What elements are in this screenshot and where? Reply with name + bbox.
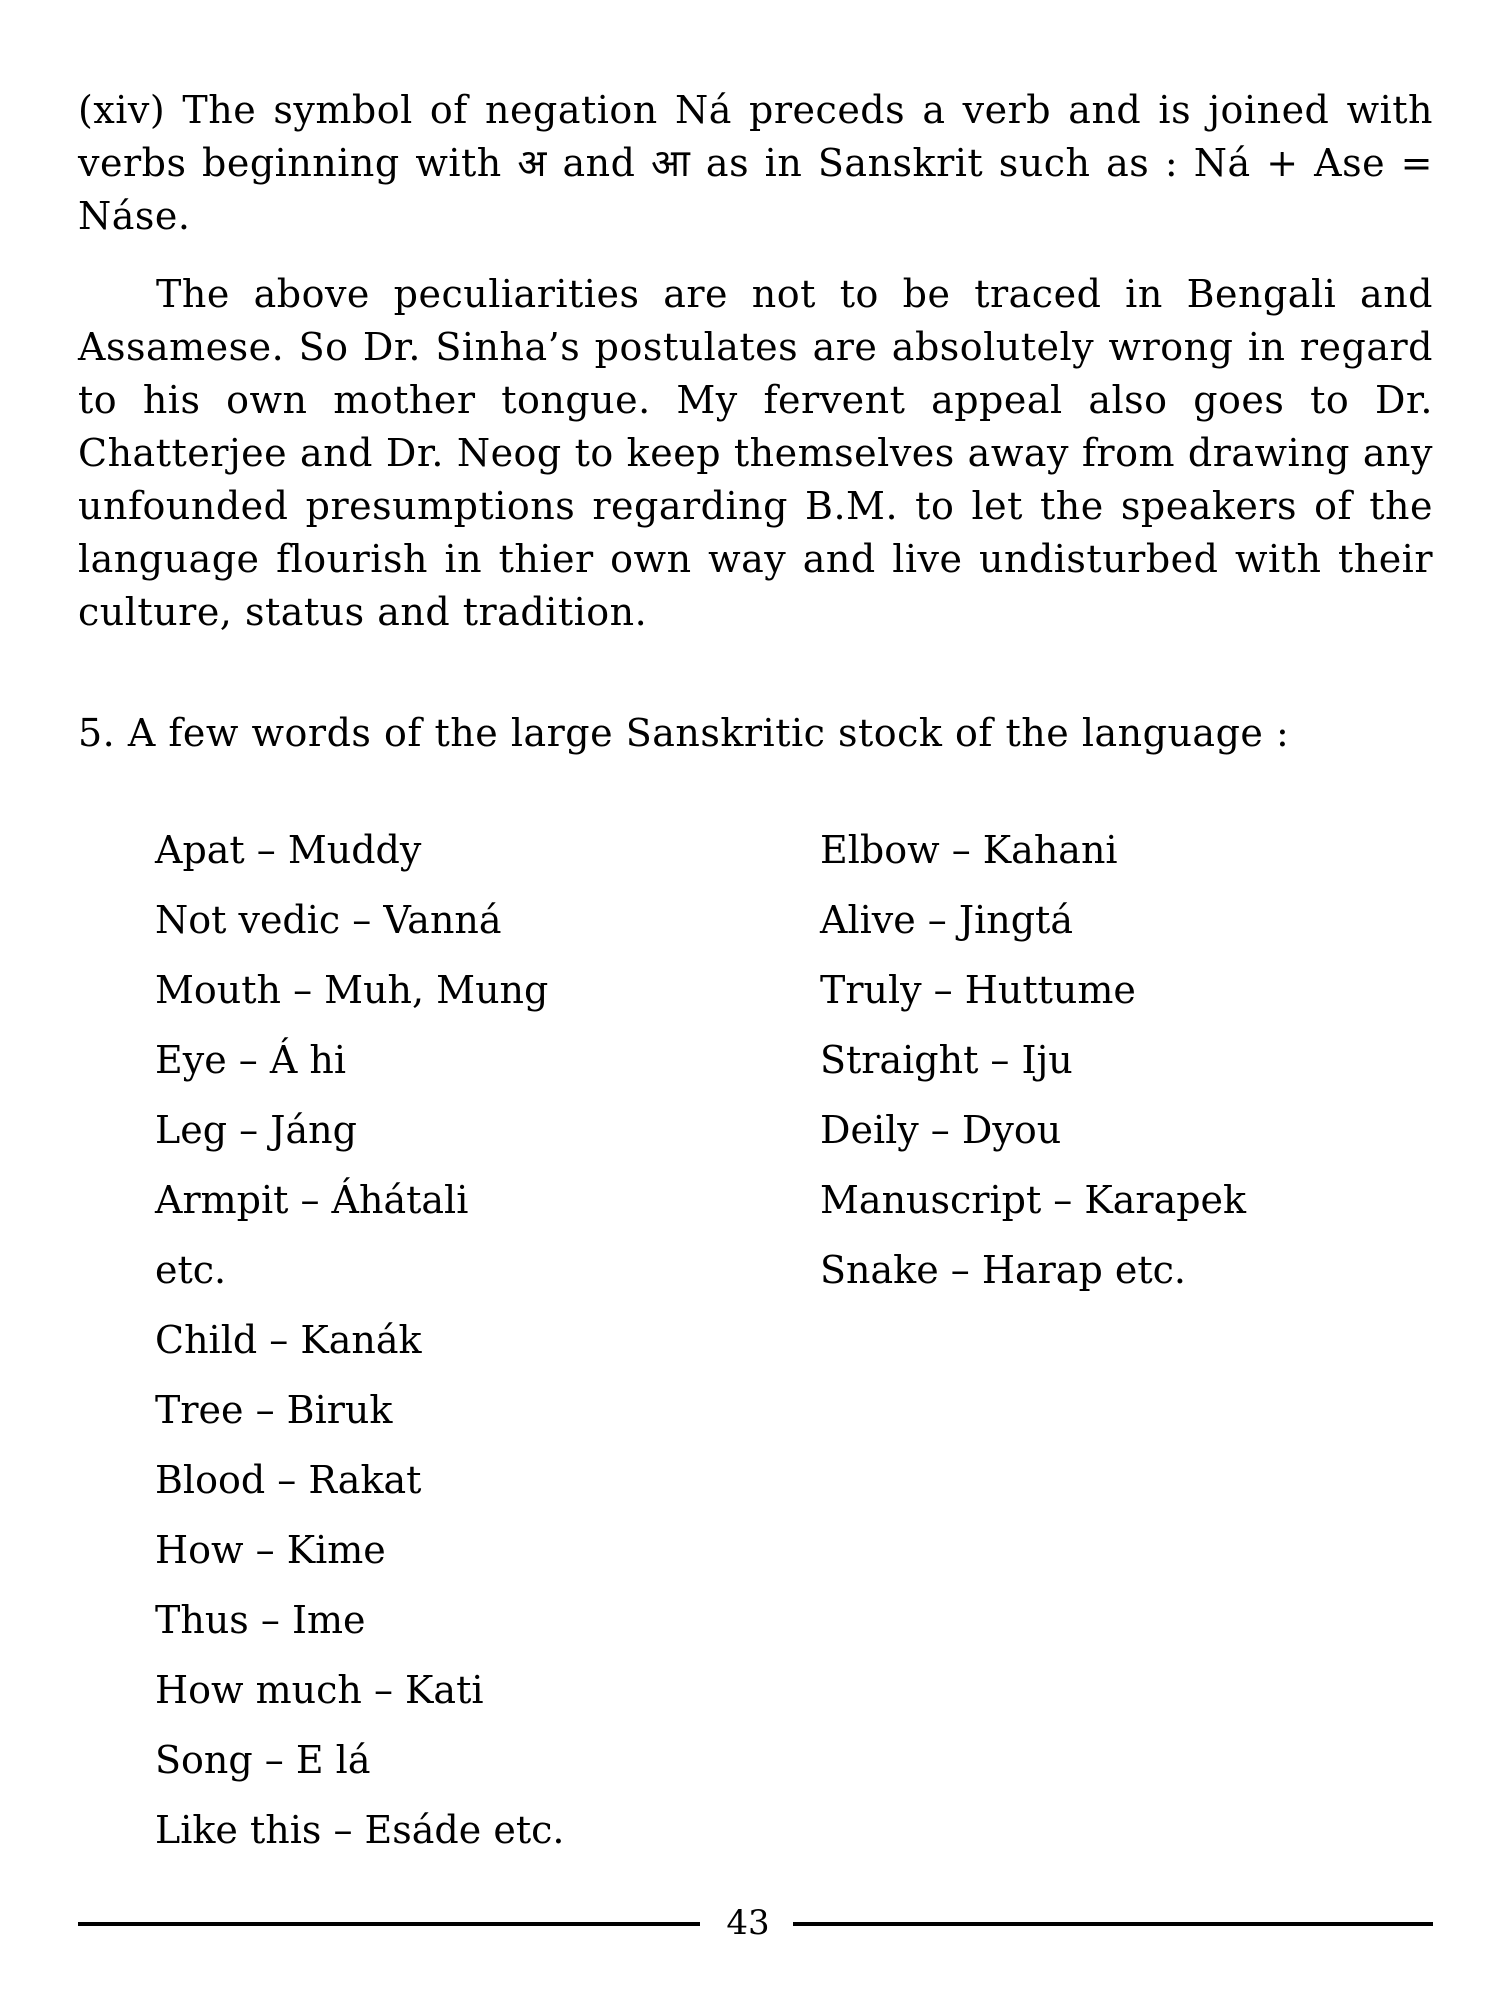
paragraph-sanskritic-stock-heading: 5. A few words of the large Sanskritic stock of the language : <box>78 711 1290 755</box>
list-item: Blood – Rakat <box>155 1458 422 1502</box>
word-list-right <box>820 815 1246 1305</box>
list-item: Deily – Dyou <box>820 1108 1062 1152</box>
list-item: How – Kime <box>155 1528 386 1572</box>
page-number: 43 <box>726 1903 770 1943</box>
list-item: Truly – Huttume <box>820 968 1136 1012</box>
word-list-left <box>155 815 564 1865</box>
list-item: Armpit – Áhátali <box>155 1178 469 1222</box>
list-item: Not vedic – Vanná <box>155 898 502 942</box>
list-item: Manuscript – Karapek <box>820 1178 1247 1222</box>
footer-rule-left <box>78 1922 700 1926</box>
paragraph-negation-rule: (xiv) The symbol of negation Ná preceds a verb and is joined with verbs beginning with अ and आ as in Sanskrit such as : Ná + Ase = Náse. <box>78 88 1433 238</box>
list-item: Apat – Muddy <box>155 828 422 872</box>
list-item: Eye – Á hi <box>155 1038 347 1082</box>
list-item: etc. <box>155 1248 227 1292</box>
footer-rule-right <box>793 1922 1433 1926</box>
list-item: Straight – Iju <box>820 1038 1073 1082</box>
list-item: Tree – Biruk <box>155 1388 393 1432</box>
list-item: Elbow – Kahani <box>820 828 1118 872</box>
list-item: Thus – Ime <box>155 1598 366 1642</box>
list-item: Alive – Jingtá <box>820 898 1073 942</box>
list-item: Song – E lá <box>155 1738 371 1782</box>
paragraph-peculiarities: The above peculiarities are not to be traced in Bengali and Assamese. So Dr. Sinha’s postulates are absolutely wrong in regard to his own mother tongue. My fervent appeal also goes to Dr. Chatterjee and Dr. Neog to keep themselves away from drawing any unfounded presumptions regarding B.M. to let the speakers of the language flourish in thier own way and live undisturbed with their culture, status and tradition. <box>78 272 1433 634</box>
list-item: Leg – Jáng <box>155 1108 357 1152</box>
list-item: Like this – Esáde etc. <box>155 1808 565 1852</box>
list-item: Snake – Harap etc. <box>820 1248 1186 1292</box>
page-footer <box>78 1898 1433 1948</box>
list-item: How much – Kati <box>155 1668 484 1712</box>
list-item: Mouth – Muh, Mung <box>155 968 549 1012</box>
list-item: Child – Kanák <box>155 1318 422 1362</box>
